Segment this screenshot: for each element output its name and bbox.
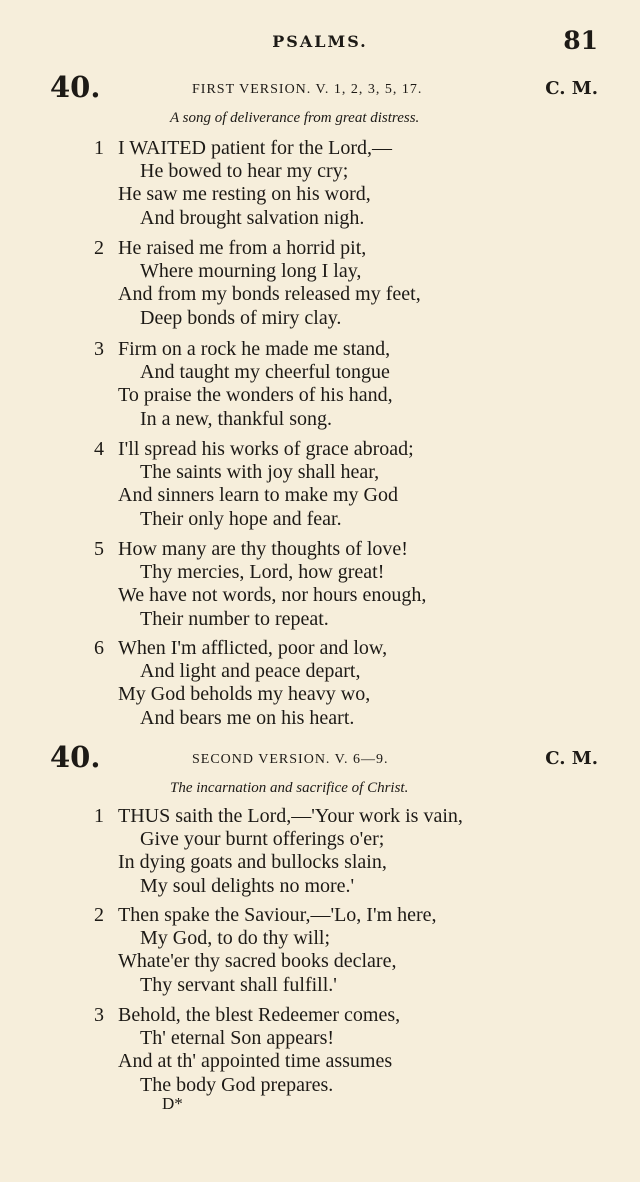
verse-line bbox=[0, 660, 640, 683]
line-text: Thy mercies, Lord, how great! bbox=[140, 561, 385, 584]
line-text: How many are thy thoughts of love! bbox=[118, 538, 408, 560]
verse-line bbox=[0, 637, 640, 660]
line-text: And from my bonds released my feet, bbox=[118, 283, 421, 306]
stanza bbox=[0, 137, 640, 230]
verse-line bbox=[0, 974, 640, 997]
stanza-number: 3 bbox=[94, 338, 104, 360]
signature-mark: D* bbox=[162, 1094, 183, 1113]
verse-line bbox=[0, 160, 640, 183]
stanza bbox=[0, 904, 640, 997]
meter: C. M. bbox=[545, 748, 598, 769]
stanza-number: 6 bbox=[94, 637, 104, 659]
line-text: And bears me on his heart. bbox=[140, 706, 355, 729]
verse-line bbox=[0, 484, 640, 507]
line-text: Their only hope and fear. bbox=[140, 507, 342, 530]
line-text: In dying goats and bullocks slain, bbox=[118, 851, 387, 874]
stanza-number: 3 bbox=[94, 1004, 104, 1026]
verse-line bbox=[0, 438, 640, 461]
line-text: I WAITED patient for the Lord,— bbox=[118, 137, 392, 159]
verse-line bbox=[0, 408, 640, 431]
verse-line bbox=[0, 927, 640, 950]
verse-line bbox=[0, 508, 640, 531]
stanza-number: 4 bbox=[94, 438, 104, 460]
verse-line bbox=[0, 707, 640, 730]
stanza bbox=[0, 338, 640, 431]
verse-line bbox=[0, 1050, 640, 1073]
line-text: To praise the wonders of his hand, bbox=[118, 384, 393, 407]
stanza bbox=[0, 805, 640, 898]
line-text: Behold, the blest Redeemer comes, bbox=[118, 1004, 401, 1026]
line-text: And taught my cheerful tongue bbox=[140, 361, 390, 384]
verse-line bbox=[0, 584, 640, 607]
verse-line bbox=[0, 1027, 640, 1050]
line-text: My God beholds my heavy wo, bbox=[118, 683, 371, 706]
hymn-number: 40. bbox=[50, 70, 101, 104]
hymn-heading bbox=[0, 740, 640, 776]
stanza bbox=[0, 538, 640, 631]
verse-line bbox=[0, 207, 640, 230]
stanza-number: 5 bbox=[94, 538, 104, 560]
verse-line bbox=[0, 283, 640, 306]
version-label: FIRST VERSION. V. 1, 2, 3, 5, 17. bbox=[192, 82, 423, 97]
verse-line bbox=[0, 338, 640, 361]
line-text: When I'm afflicted, poor and low, bbox=[118, 637, 388, 659]
line-text: Thy servant shall fulfill.' bbox=[140, 973, 337, 996]
verse-line bbox=[0, 183, 640, 206]
line-text: Whate'er thy sacred books declare, bbox=[118, 950, 397, 973]
verse-line bbox=[0, 1074, 640, 1097]
line-text: THUS saith the Lord,—'Your work is vain, bbox=[118, 805, 463, 827]
line-text: We have not words, nor hours enough, bbox=[118, 584, 427, 607]
line-text: Where mourning long I lay, bbox=[140, 260, 362, 283]
verse-line bbox=[0, 384, 640, 407]
line-text: Firm on a rock he made me stand, bbox=[118, 338, 391, 360]
line-text: Their number to repeat. bbox=[140, 607, 329, 630]
line-text: Give your burnt offerings o'er; bbox=[140, 828, 385, 851]
line-text: In a new, thankful song. bbox=[140, 407, 332, 430]
line-text: The saints with joy shall hear, bbox=[140, 461, 380, 484]
verse-line bbox=[0, 950, 640, 973]
verse-line bbox=[0, 1004, 640, 1027]
verse-line bbox=[0, 461, 640, 484]
stanza bbox=[0, 438, 640, 531]
line-text: And light and peace depart, bbox=[140, 660, 361, 683]
line-text: I'll spread his works of grace abroad; bbox=[118, 438, 414, 460]
verse-line bbox=[0, 137, 640, 160]
verse-line bbox=[0, 361, 640, 384]
stanza-number: 1 bbox=[94, 137, 104, 159]
running-head bbox=[0, 26, 640, 55]
meter: C. M. bbox=[545, 78, 598, 99]
line-text: And at th' appointed time assumes bbox=[118, 1050, 393, 1073]
stanza-number: 2 bbox=[94, 904, 104, 926]
running-title: PSALMS. bbox=[272, 32, 368, 51]
verse-line bbox=[0, 260, 640, 283]
page-number: 81 bbox=[563, 26, 598, 55]
verse-line bbox=[0, 237, 640, 260]
line-text: And brought salvation nigh. bbox=[140, 206, 365, 229]
stanza-number: 1 bbox=[94, 805, 104, 827]
verse-line bbox=[0, 307, 640, 330]
verse-line bbox=[0, 683, 640, 706]
hymn-heading bbox=[0, 70, 640, 106]
stanza bbox=[0, 237, 640, 330]
stanza bbox=[0, 637, 640, 730]
line-text: Then spake the Saviour,—'Lo, I'm here, bbox=[118, 904, 437, 926]
hymn-number: 40. bbox=[50, 740, 101, 774]
line-text: Th' eternal Son appears! bbox=[140, 1027, 335, 1050]
line-text: My soul delights no more.' bbox=[140, 874, 355, 897]
verse-line bbox=[0, 875, 640, 898]
line-text: And sinners learn to make my God bbox=[118, 484, 398, 507]
stanza-number: 2 bbox=[94, 237, 104, 259]
verse-line bbox=[0, 828, 640, 851]
hymn-subtitle: The incarnation and sacrifice of Christ. bbox=[170, 780, 409, 796]
verse-line bbox=[0, 538, 640, 561]
verse-line bbox=[0, 805, 640, 828]
line-text: He bowed to hear my cry; bbox=[140, 160, 349, 183]
verse-line bbox=[0, 851, 640, 874]
verse-line bbox=[0, 608, 640, 631]
verse-line bbox=[0, 561, 640, 584]
verse-line bbox=[0, 904, 640, 927]
line-text: Deep bonds of miry clay. bbox=[140, 306, 342, 329]
hymn-subtitle: A song of deliverance from great distress. bbox=[170, 110, 420, 126]
line-text: The body God prepares. bbox=[140, 1073, 334, 1096]
line-text: My God, to do thy will; bbox=[140, 927, 331, 950]
version-label: SECOND VERSION. V. 6—9. bbox=[192, 752, 389, 767]
line-text: He saw me resting on his word, bbox=[118, 183, 371, 206]
line-text: He raised me from a horrid pit, bbox=[118, 237, 367, 259]
stanza bbox=[0, 1004, 640, 1097]
